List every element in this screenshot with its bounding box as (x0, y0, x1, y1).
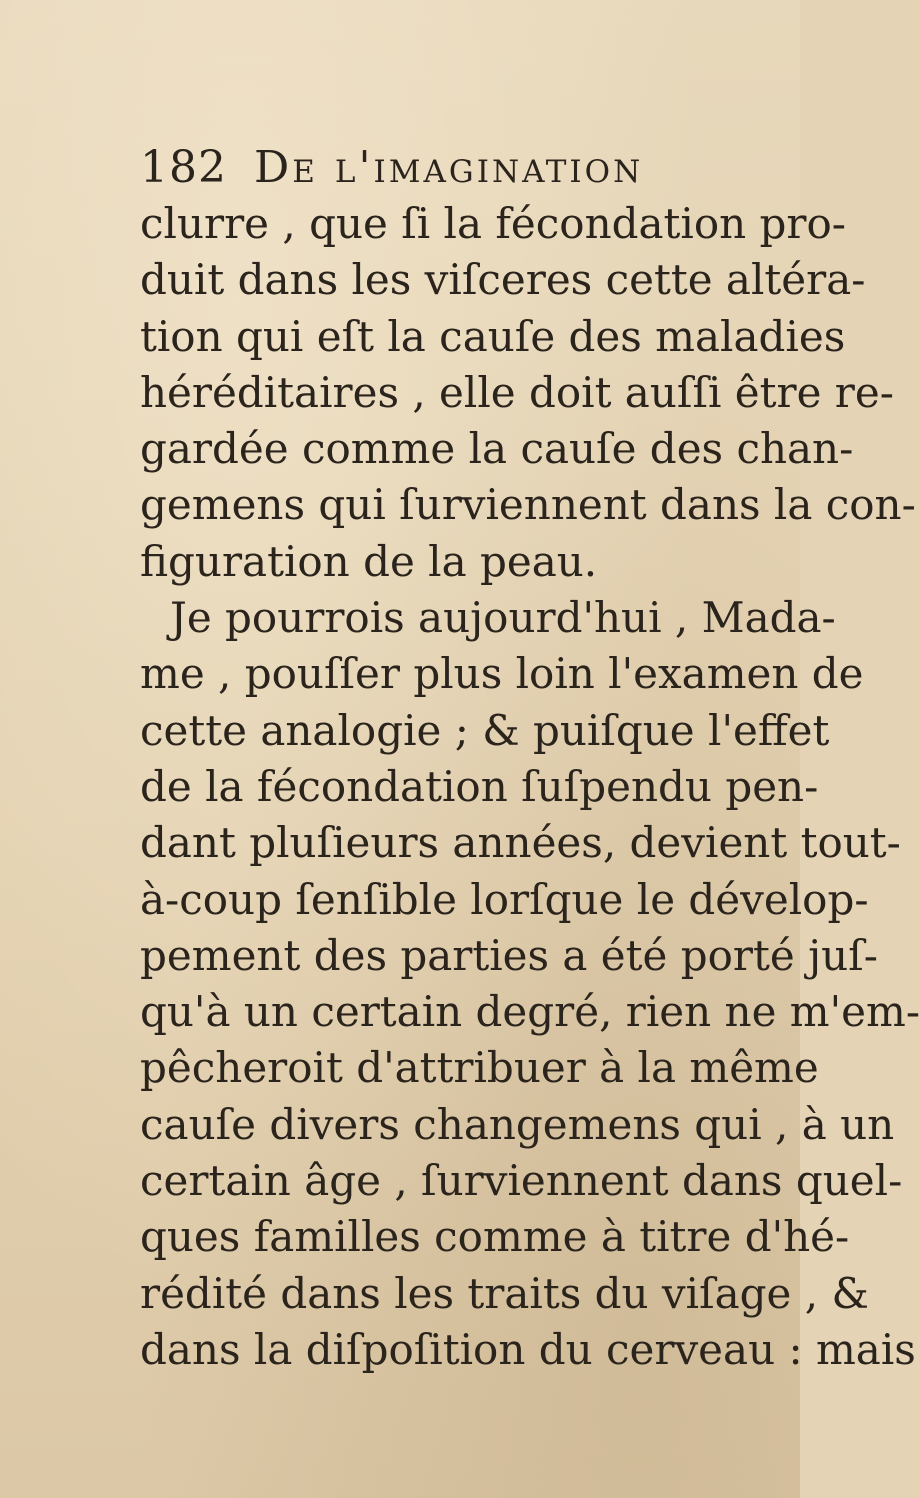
text-line: rédité dans les traits du viſage , & (140, 1268, 869, 1318)
text-line: gardée comme la cauſe des chan- (140, 424, 854, 474)
body-text (140, 196, 920, 1378)
text-line: qu'à un certain degré, rien ne m'em- (140, 987, 920, 1037)
text-line: pêcheroit d'attribuer à la même (140, 1043, 819, 1093)
text-line: gemens qui ſurviennent dans la con- (140, 480, 916, 530)
running-header (140, 140, 643, 196)
text-line: à-coup ſenſible lorſque le dévelop- (140, 874, 869, 924)
text-line: certain âge , ſurviennent dans quel- (140, 1156, 903, 1206)
text-line: pement des parties a été porté juſ- (140, 930, 878, 980)
text-line: tion qui eſt la cauſe des maladies (140, 311, 846, 361)
text-line: dans la diſpoſition du cerveau : mais (140, 1324, 916, 1374)
text-line: ques familles comme à titre d'hé- (140, 1212, 850, 1262)
text-line: de la fécondation ſuſpendu pen- (140, 761, 819, 811)
text-line: héréditaires , elle doit auſſi être re- (140, 367, 894, 417)
text-line: clurre , que ſi la fécondation pro- (140, 199, 846, 248)
text-line: dant pluſieurs années, devient tout- (140, 818, 901, 868)
text-line: Je pourrois aujourd'hui , Mada- (170, 593, 836, 643)
text-line: figuration de la peau. (140, 536, 598, 586)
text-line: cette analogie ; & puiſque l'effet (140, 705, 830, 755)
text-line: cauſe divers changemens qui , à un (140, 1099, 895, 1149)
page-number: 182 (140, 142, 227, 193)
text-line: duit dans les viſceres cette altéra- (140, 255, 866, 305)
text-line: me , pouſſer plus loin l'examen de (140, 649, 864, 699)
running-title: De l'imagination (253, 142, 644, 193)
